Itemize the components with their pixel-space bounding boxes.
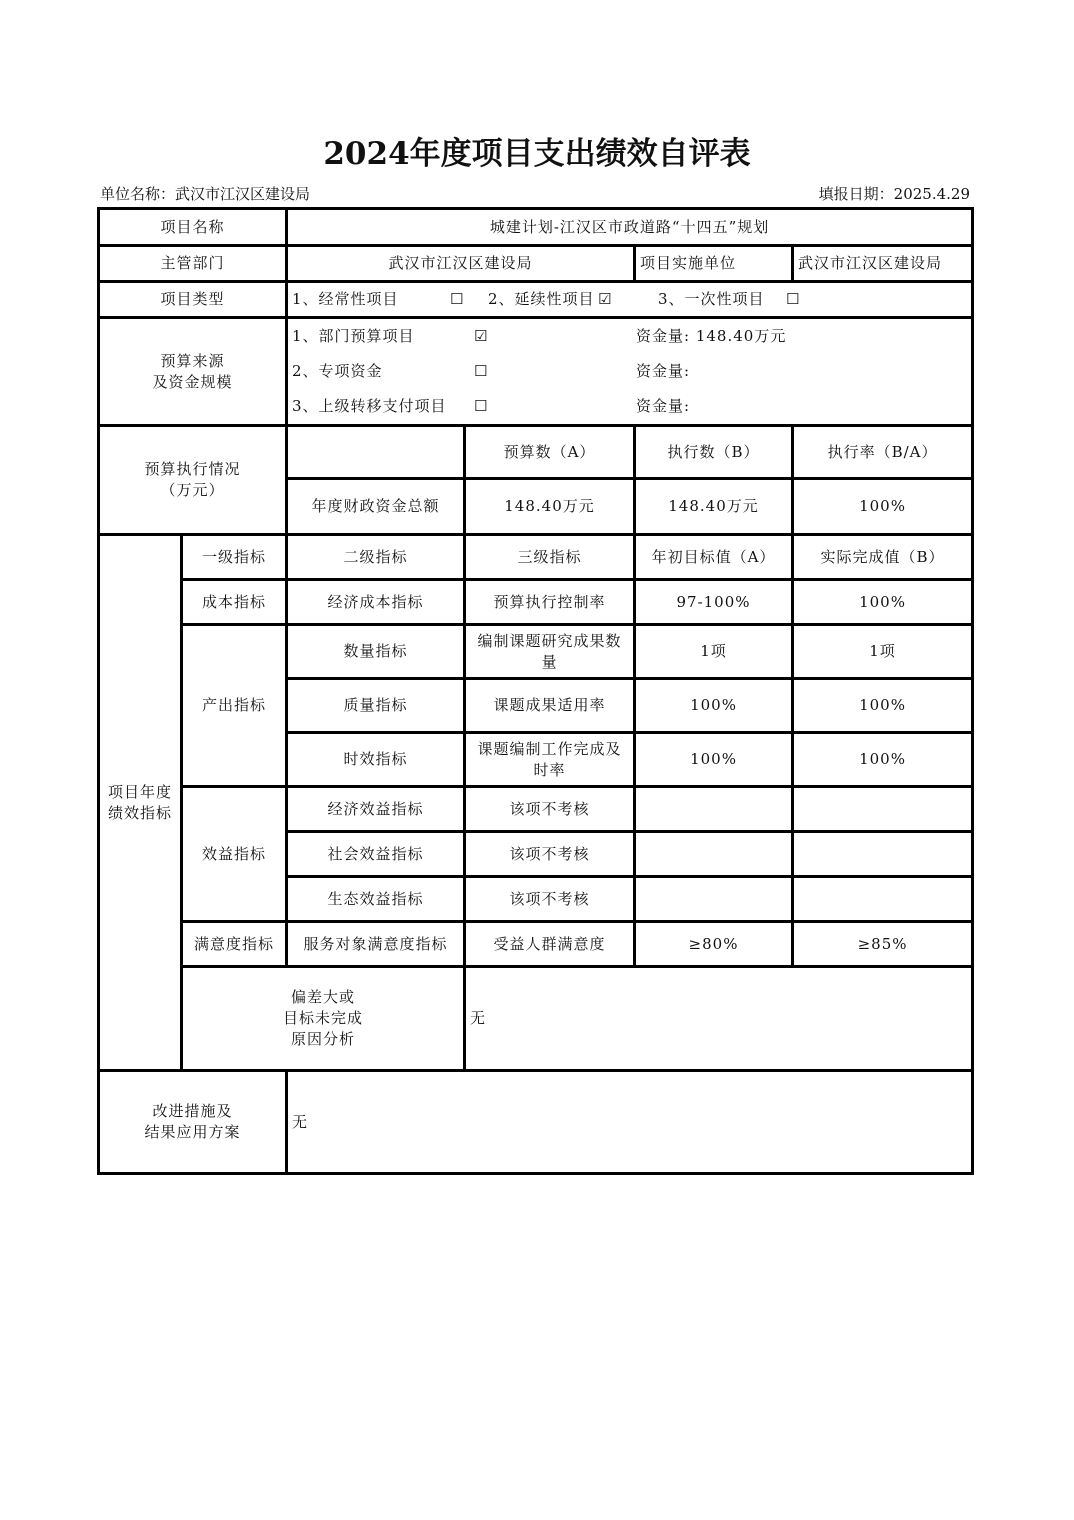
target-value: 97-100%: [635, 580, 793, 625]
indicator-header: 二级指标: [287, 535, 465, 580]
level3-indicator: 预算执行控制率: [465, 580, 635, 625]
improve-row: [99, 1071, 973, 1174]
indicator-header: 三级指标: [465, 535, 635, 580]
improve-value: 无: [287, 1071, 973, 1174]
target-value: [635, 877, 793, 922]
deviation-value: 无: [465, 967, 973, 1071]
budget-source-row: [99, 318, 973, 426]
type-option-label: 1、经常性项目: [292, 290, 399, 308]
actual-value: ≥85%: [793, 922, 973, 967]
project-type-label: 项目类型: [99, 282, 287, 318]
indicator-group-label-line: 项目年度: [107, 782, 172, 801]
impl-unit-value: 武汉市江汉区建设局: [793, 246, 973, 282]
level1-indicator: 成本指标: [182, 580, 287, 625]
level2-indicator: 数量指标: [287, 625, 465, 679]
target-value: ≥80%: [635, 922, 793, 967]
checkbox-checked-icon[interactable]: ☑: [598, 290, 613, 308]
level1-indicator: 效益指标: [182, 787, 287, 922]
checkbox-checked-icon[interactable]: ☑: [474, 327, 489, 345]
indicator-group-label-line: 绩效指标: [107, 803, 172, 822]
dept-label: 主管部门: [99, 246, 287, 282]
actual-value: [793, 787, 973, 832]
deviation-label: [182, 967, 465, 1071]
exec-header-b: 执行数（B）: [635, 426, 793, 479]
project-name-label: 项目名称: [99, 209, 287, 246]
target-value: 1项: [635, 625, 793, 679]
project-type-row: [99, 282, 973, 318]
level1-indicator: 满意度指标: [182, 922, 287, 967]
level2-indicator: 经济效益指标: [287, 787, 465, 832]
checkbox-unchecked-icon[interactable]: ☐: [450, 290, 465, 308]
indicator-header: 实际完成值（B）: [793, 535, 973, 580]
improve-label-line: 结果应用方案: [144, 1123, 241, 1141]
target-value: 100%: [635, 733, 793, 787]
actual-value: 100%: [793, 679, 973, 733]
project-name-row: [99, 209, 973, 246]
source-amount: 资金量:: [636, 397, 691, 415]
actual-value: 100%: [793, 580, 973, 625]
budget-source-list: [287, 318, 973, 426]
level2-indicator: 质量指标: [287, 679, 465, 733]
indicator-header: 年初目标值（A）: [635, 535, 793, 580]
deviation-row: [99, 967, 973, 1071]
actual-value: [793, 877, 973, 922]
source-item: [290, 319, 969, 354]
type-option-label: 2、延续性项目: [488, 290, 595, 308]
budget-source-label: [99, 318, 287, 426]
deviation-label-line: 偏差大或: [291, 988, 356, 1006]
level2-indicator: 时效指标: [287, 733, 465, 787]
exec-value-rate: 100%: [793, 479, 973, 535]
level3-indicator: 课题成果适用率: [465, 679, 635, 733]
exec-value-b: 148.40万元: [635, 479, 793, 535]
improve-label-line: 改进措施及: [152, 1102, 233, 1120]
level3-indicator: 该项不考核: [465, 877, 635, 922]
project-type-options: [287, 282, 973, 318]
source-amount: 资金量: 148.40万元: [636, 327, 787, 345]
source-amount: 资金量:: [636, 362, 691, 380]
checkbox-unchecked-icon[interactable]: ☐: [474, 397, 489, 415]
target-value: [635, 787, 793, 832]
source-item: [290, 389, 969, 424]
level2-indicator: 经济成本指标: [287, 580, 465, 625]
budget-source-label-line: 及资金规模: [152, 372, 233, 391]
indicator-group-label: [99, 535, 182, 1071]
level3-indicator: 受益人群满意度: [465, 922, 635, 967]
dept-value: 武汉市江汉区建设局: [287, 246, 635, 282]
exec-header-row: [99, 426, 973, 479]
indicator-row: [99, 922, 973, 967]
source-item: [290, 354, 969, 389]
exec-header-a: 预算数（A）: [465, 426, 635, 479]
exec-label-line: 预算执行情况: [144, 460, 241, 478]
source-label: 2、专项资金: [292, 362, 383, 380]
indicator-row: [99, 625, 973, 679]
deviation-label-line: 原因分析: [291, 1030, 356, 1048]
department-row: [99, 246, 973, 282]
unit-name: 单位名称：武汉市江汉区建设局: [100, 185, 311, 203]
exec-row-label: 年度财政资金总额: [287, 479, 465, 535]
exec-label: [99, 426, 287, 535]
exec-header-rate: 执行率（B/A）: [793, 426, 973, 479]
actual-value: 100%: [793, 733, 973, 787]
level3-indicator: 课题编制工作完成及时率: [465, 733, 635, 787]
level2-indicator: 社会效益指标: [287, 832, 465, 877]
target-value: 100%: [635, 679, 793, 733]
type-option-label: 3、一次性项目: [658, 290, 765, 308]
exec-label-line: （万元）: [160, 481, 225, 499]
indicator-header: 一级指标: [182, 535, 287, 580]
project-name-value: 城建计划-江汉区市政道路“十四五”规划: [287, 209, 973, 246]
indicator-row: [99, 580, 973, 625]
level1-indicator: 产出指标: [182, 625, 287, 787]
checkbox-unchecked-icon[interactable]: ☐: [474, 362, 489, 380]
improve-label: [99, 1071, 287, 1174]
exec-value-a: 148.40万元: [465, 479, 635, 535]
indicator-header-row: [99, 535, 973, 580]
actual-value: [793, 832, 973, 877]
target-value: [635, 832, 793, 877]
performance-table: [97, 207, 974, 1175]
source-label: 1、部门预算项目: [292, 327, 415, 345]
impl-unit-label: 项目实施单位: [635, 246, 793, 282]
source-label: 3、上级转移支付项目: [292, 397, 447, 415]
level3-indicator: 该项不考核: [465, 832, 635, 877]
indicator-row: [99, 787, 973, 832]
page-title: 2024年度项目支出绩效自评表: [323, 136, 751, 172]
actual-value: 1项: [793, 625, 973, 679]
level2-indicator: 生态效益指标: [287, 877, 465, 922]
level3-indicator: 该项不考核: [465, 787, 635, 832]
budget-source-label-line: 预算来源: [160, 351, 225, 370]
checkbox-unchecked-icon[interactable]: ☐: [786, 290, 801, 308]
deviation-label-line: 目标未完成: [283, 1009, 364, 1027]
exec-blank-cell: [287, 426, 465, 479]
level2-indicator: 服务对象满意度指标: [287, 922, 465, 967]
level3-indicator: 编制课题研究成果数量: [465, 625, 635, 679]
report-date: 填报日期：2025.4.29: [818, 185, 970, 203]
